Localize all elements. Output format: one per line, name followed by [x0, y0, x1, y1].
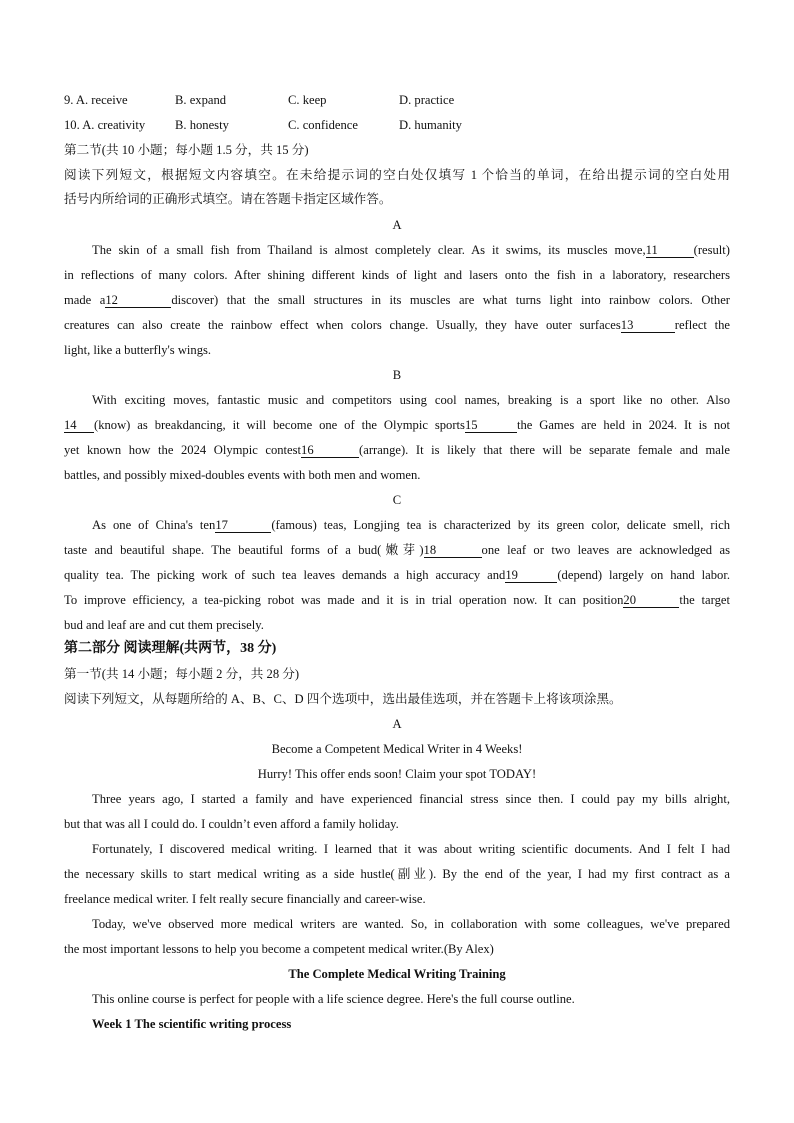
passage-a-line3: made a12 discover) that the small structures in its muscles are what turns light into rainbow colors. Other: [64, 293, 730, 307]
blank-12[interactable]: 12: [105, 294, 171, 308]
passage-a-line4: creatures can also create the rainbow effect when colors change. Usually, they have outer surfaces13 reflect the: [64, 318, 730, 332]
q10-option-b: B. honesty: [175, 118, 229, 132]
part-two-section1: 第一节(共 14 小题；每小题 2 分，共 28 分): [64, 667, 300, 681]
story-p1-line2: but that was all I could do. I couldn’t even afford a family holiday.: [64, 817, 399, 831]
week1-heading: Week 1 The scientific writing process: [92, 1017, 292, 1031]
passage-a-line1: The skin of a small fish from Thailand is almost completely clear. As it swims, its muscles move,11 (result): [92, 243, 730, 257]
story-p3-line2: the most important lessons to help you become a competent medical writer.(By Alex): [64, 942, 494, 956]
blank-11[interactable]: 11: [646, 244, 694, 258]
passage-a-label: A: [392, 218, 402, 232]
ad-subheadline: Hurry! This offer ends soon! Claim your spot TODAY!: [257, 767, 537, 781]
story-p2-line2: the necessary skills to start medical writing as a side hustle(副业). By the end of the year, I had my first contract as a: [64, 867, 730, 881]
q10-option-d: D. humanity: [399, 118, 462, 132]
section-instructions-line1: 阅读下列短文，根据短文内容填空。在未给提示词的空白处仅填写 1 个恰当的单词，在给出提示词的空白处用: [64, 168, 730, 182]
passage-b-line2: 14 (know) as breakdancing, it will become one of the Olympic sports15 the Games are held in 2024. It is not: [64, 418, 730, 432]
story-p1-line1: Three years ago, I started a family and have experienced financial stress since then. I could pay my bills alright,: [92, 792, 730, 806]
blank-18[interactable]: 18: [424, 544, 482, 558]
q9-option-b: B. expand: [175, 93, 227, 107]
passage-c-line5: bud and leaf are and cut them precisely.: [64, 618, 264, 632]
passage-a-line2: in reflections of many colors. After shining different kinds of light and lasers onto the fish in a laboratory, researchers: [64, 268, 730, 282]
blank-16[interactable]: 16: [301, 444, 359, 458]
q10-option-c: C. confidence: [288, 118, 358, 132]
story-p2-line3: freelance medical writer. I felt really secure financially and career-wise.: [64, 892, 426, 906]
part-two-title: 第二部分 阅读理解(共两节，38 分): [64, 641, 277, 656]
course-intro: This online course is perfect for people with a life science degree. Here's the full course outline.: [92, 992, 575, 1006]
passage-c-label: C: [392, 493, 402, 507]
passage-c-line3: quality tea. The picking work of such tea leaves demands a high accuracy and19 (depend) largely on hand labor.: [64, 568, 730, 582]
blank-19[interactable]: 19: [505, 569, 557, 583]
q9-option-d: D. practice: [399, 93, 455, 107]
passage-b-line3: yet known how the 2024 Olympic contest16 (arrange). It is likely that there will be separate female and male: [64, 443, 730, 457]
blank-15[interactable]: 15: [465, 419, 517, 433]
q10-option-a: 10. A. creativity: [64, 118, 146, 132]
reading-a-label: A: [392, 717, 402, 731]
passage-b-line4: battles, and possibly mixed-doubles events with both men and women.: [64, 468, 421, 482]
story-p2-line1: Fortunately, I discovered medical writing. I learned that it was about writing scientific documents. And I felt I had: [92, 842, 730, 856]
story-p3-line1: Today, we've observed more medical writers are wanted. So, in collaboration with some colleagues, we've prepared: [92, 917, 730, 931]
passage-c-line1: As one of China's ten17 (famous) teas, Longjing tea is characterized by its green color, delicate smell, rich: [92, 518, 730, 532]
q9-option-a: 9. A. receive: [64, 93, 128, 107]
q9-option-c: C. keep: [288, 93, 327, 107]
blank-13[interactable]: 13: [621, 319, 675, 333]
section-instructions-line2: 括号内所给词的正确形式填空。请在答题卡指定区域作答。: [64, 192, 392, 206]
passage-b-label: B: [392, 368, 402, 382]
section-title: 第二节(共 10 小题；每小题 1.5 分，共 15 分): [64, 143, 309, 157]
blank-20[interactable]: 20: [623, 594, 679, 608]
part-two-instructions: 阅读下列短文，从每题所给的 A、B、C、D 四个选项中，选出最佳选项，并在答题卡上将该项涂黑。: [64, 692, 622, 706]
passage-b-line1: With exciting moves, fantastic music and competitors using cool names, breaking is a sport like no other. Also: [92, 393, 730, 407]
course-title: The Complete Medical Writing Training: [288, 967, 506, 981]
blank-14[interactable]: 14: [64, 419, 94, 433]
blank-17[interactable]: 17: [215, 519, 271, 533]
passage-a-line5: light, like a butterfly's wings.: [64, 343, 212, 357]
ad-headline: Become a Competent Medical Writer in 4 Weeks!: [271, 742, 523, 756]
passage-c-line4: To improve efficiency, a tea-picking robot was made and it is in trial operation now. It can position20 the target: [64, 593, 730, 607]
passage-c-line2: taste and beautiful shape. The beautiful forms of a bud(嫩芽)18 one leaf or two leaves are acknowledged as: [64, 543, 730, 557]
